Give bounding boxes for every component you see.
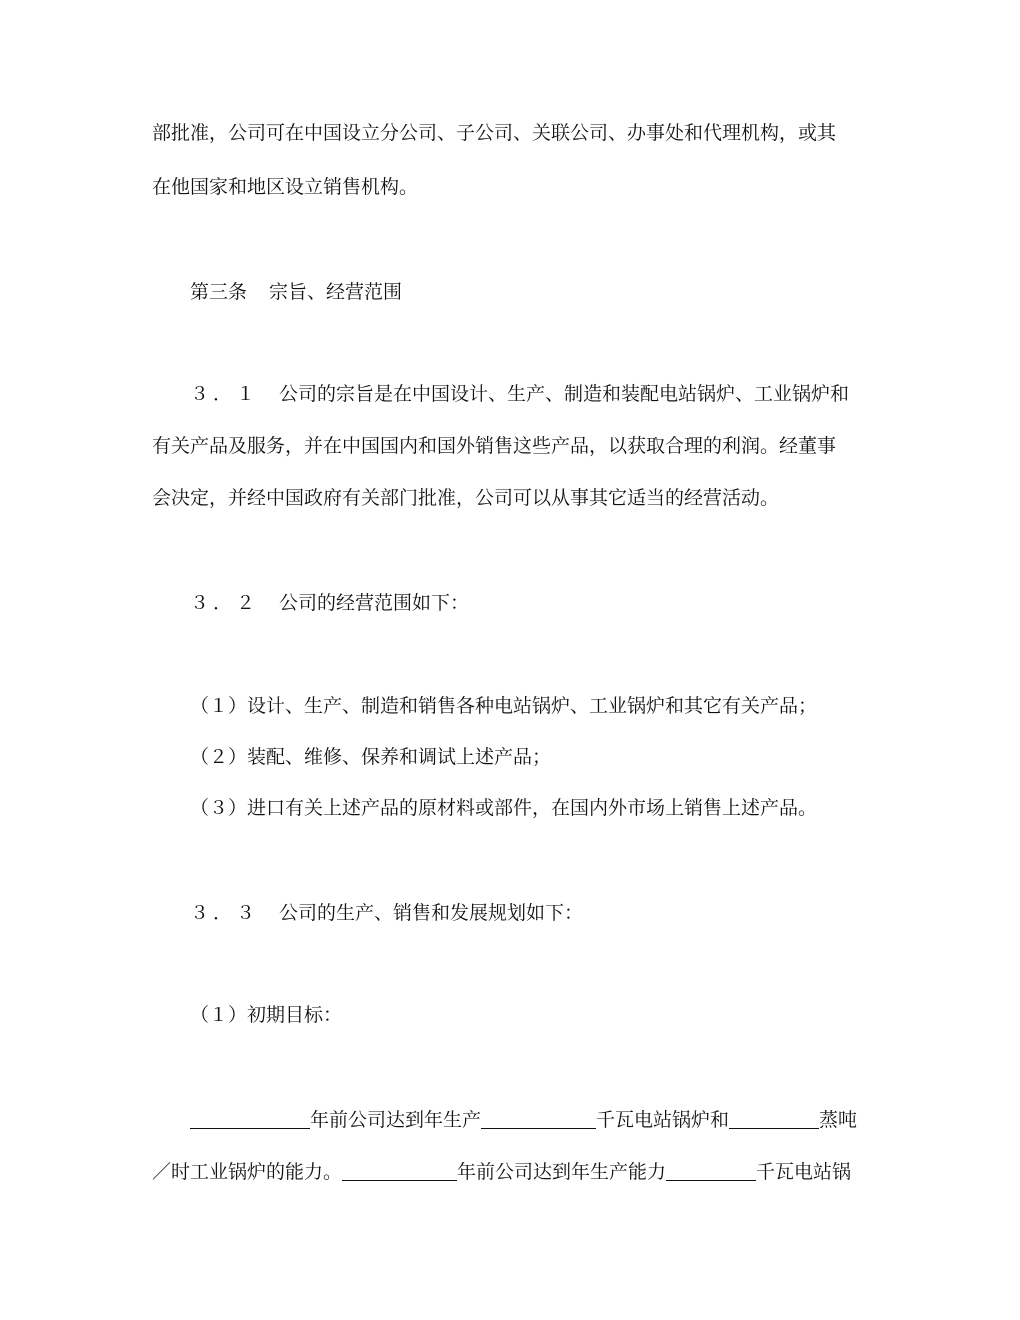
section-3-2 [190, 594, 930, 613]
scope-item-3: （３）进口有关上述产品的原材料或部件，在国内外市场上销售上述产品。 [190, 797, 818, 819]
goal-text: ／时工业锅炉的能力。 [152, 1161, 343, 1183]
goal-text: 年前公司达到年生产 [310, 1109, 482, 1131]
section-3-2-text: 公司的经营范围如下： [279, 592, 470, 614]
goal-text: 蒸吨 [819, 1109, 858, 1131]
year-blank [342, 1161, 457, 1181]
goal-line-1 [190, 1109, 930, 1130]
capacity-blank [481, 1109, 596, 1129]
section-3-1-text: 公司的宗旨是在中国设计、生产、制造和装配电站锅炉、工业锅炉和 [279, 383, 850, 405]
section-3-1-line-3: 会决定，并经中国政府有关部门批准，公司可以从事其它适当的经营活动。 [152, 487, 780, 509]
scope-item-1: （１）设计、生产、制造和销售各种电站锅炉、工业锅炉和其它有关产品； [190, 695, 818, 717]
section-3-1-line-1 [190, 385, 930, 404]
steam-blank [729, 1109, 819, 1129]
year-blank [190, 1109, 310, 1129]
initial-goal-heading: （１）初期目标： [190, 1004, 343, 1026]
section-number: ３．３ [190, 902, 260, 924]
goal-line-2 [152, 1161, 892, 1182]
intro-line-2: 在他国家和地区设立销售机构。 [152, 176, 419, 198]
goal-text: 年前公司达到年生产能力 [457, 1161, 667, 1183]
article-3-heading [190, 283, 930, 302]
section-3-3-text: 公司的生产、销售和发展规划如下： [279, 902, 584, 924]
section-number: ３．２ [190, 592, 260, 614]
article-title: 宗旨、经营范围 [269, 281, 403, 303]
section-3-3 [190, 904, 930, 923]
goal-text: 千瓦电站锅 [756, 1161, 852, 1183]
intro-line-1: 部批准，公司可在中国设立分公司、子公司、关联公司、办事处和代理机构，或其 [152, 122, 837, 144]
section-3-1-line-2: 有关产品及服务，并在中国国内和国外销售这些产品，以获取合理的利润。经董事 [152, 435, 837, 457]
goal-text: 千瓦电站锅炉和 [596, 1109, 730, 1131]
section-number: ３．１ [190, 383, 260, 405]
capacity-blank [666, 1161, 756, 1181]
scope-item-2: （２）装配、维修、保养和调试上述产品； [190, 746, 552, 768]
article-number: 第三条 [190, 281, 248, 303]
